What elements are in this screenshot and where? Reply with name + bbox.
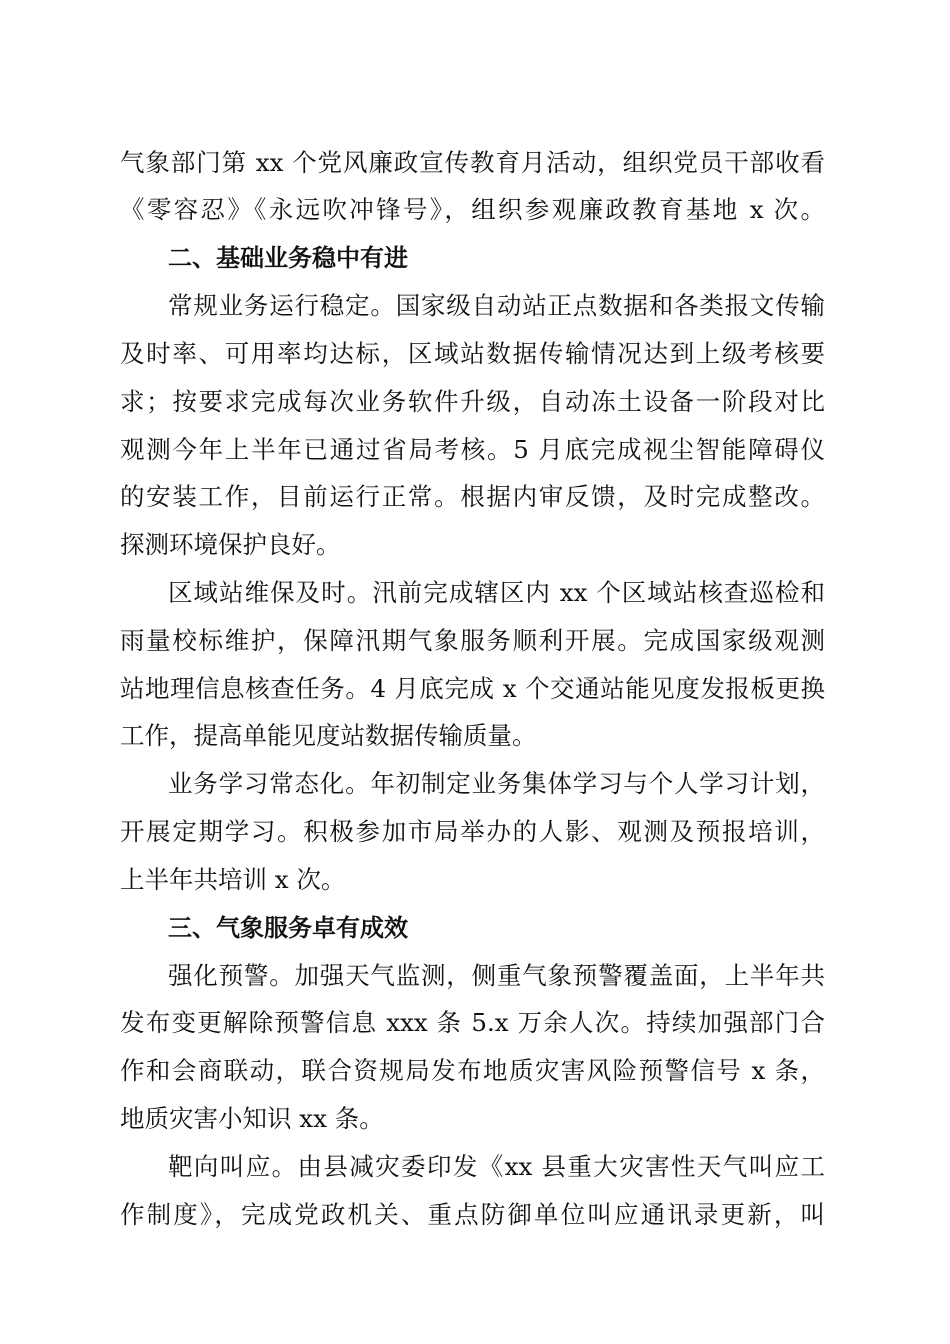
paragraph-line: 上半年共培训 x 次。 (120, 865, 346, 894)
paragraph-line: 观测今年上半年已通过省局考核。5 月底完成视尘智能障碍仪 (120, 435, 825, 464)
section-heading-2: 二、基础业务稳中有进 (168, 244, 408, 272)
paragraph-line: 业务学习常态化。年初制定业务集体学习与个人学习计划， (168, 769, 825, 798)
paragraph-line: 作制度》，完成党政机关、重点防御单位叫应通讯录更新，叫 (120, 1200, 825, 1229)
paragraph-line: 工作，提高单能见度站数据传输质量。 (120, 721, 537, 750)
paragraph-line: 站地理信息核查任务。4 月底完成 x 个交通站能见度发报板更换 (120, 674, 825, 703)
paragraph-line: 气象部门第 xx 个党风廉政宣传教育月活动，组织党员干部收看 (120, 148, 825, 177)
paragraph-line: 作和会商联动，联合资规局发布地质灾害风险预警信号 x 条， (120, 1056, 825, 1085)
paragraph-line: 的安装工作，目前运行正常。根据内审反馈，及时完成整改。 (120, 482, 825, 511)
paragraph-line: 发布变更解除预警信息 xxx 条 5.x 万余人次。持续加强部门合 (120, 1008, 825, 1037)
paragraph-line: 靶向叫应。由县减灾委印发《xx 县重大灾害性天气叫应工 (168, 1152, 825, 1181)
section-heading-3: 三、气象服务卓有成效 (168, 914, 408, 942)
paragraph-line: 求；按要求完成每次业务软件升级，自动冻土设备一阶段对比 (120, 387, 825, 416)
paragraph-line: 地质灾害小知识 xx 条。 (120, 1104, 384, 1133)
paragraph-line: 及时率、可用率均达标，区域站数据传输情况达到上级考核要 (120, 339, 825, 368)
paragraph-line: 雨量校标维护，保障汛期气象服务顺利开展。完成国家级观测 (120, 626, 825, 655)
paragraph-line: 强化预警。加强天气监测，侧重气象预警覆盖面，上半年共 (168, 961, 825, 990)
paragraph-line: 开展定期学习。积极参加市局举办的人影、观测及预报培训， (120, 817, 825, 846)
paragraph-line: 《零容忍》《永远吹冲锋号》，组织参观廉政教育基地 x 次。 (120, 195, 825, 224)
paragraph-line: 区域站维保及时。汛前完成辖区内 xx 个区域站核查巡检和 (168, 578, 825, 607)
paragraph-line: 常规业务运行稳定。国家级自动站正点数据和各类报文传输 (168, 291, 825, 320)
paragraph-line: 探测环境保护良好。 (120, 530, 341, 559)
